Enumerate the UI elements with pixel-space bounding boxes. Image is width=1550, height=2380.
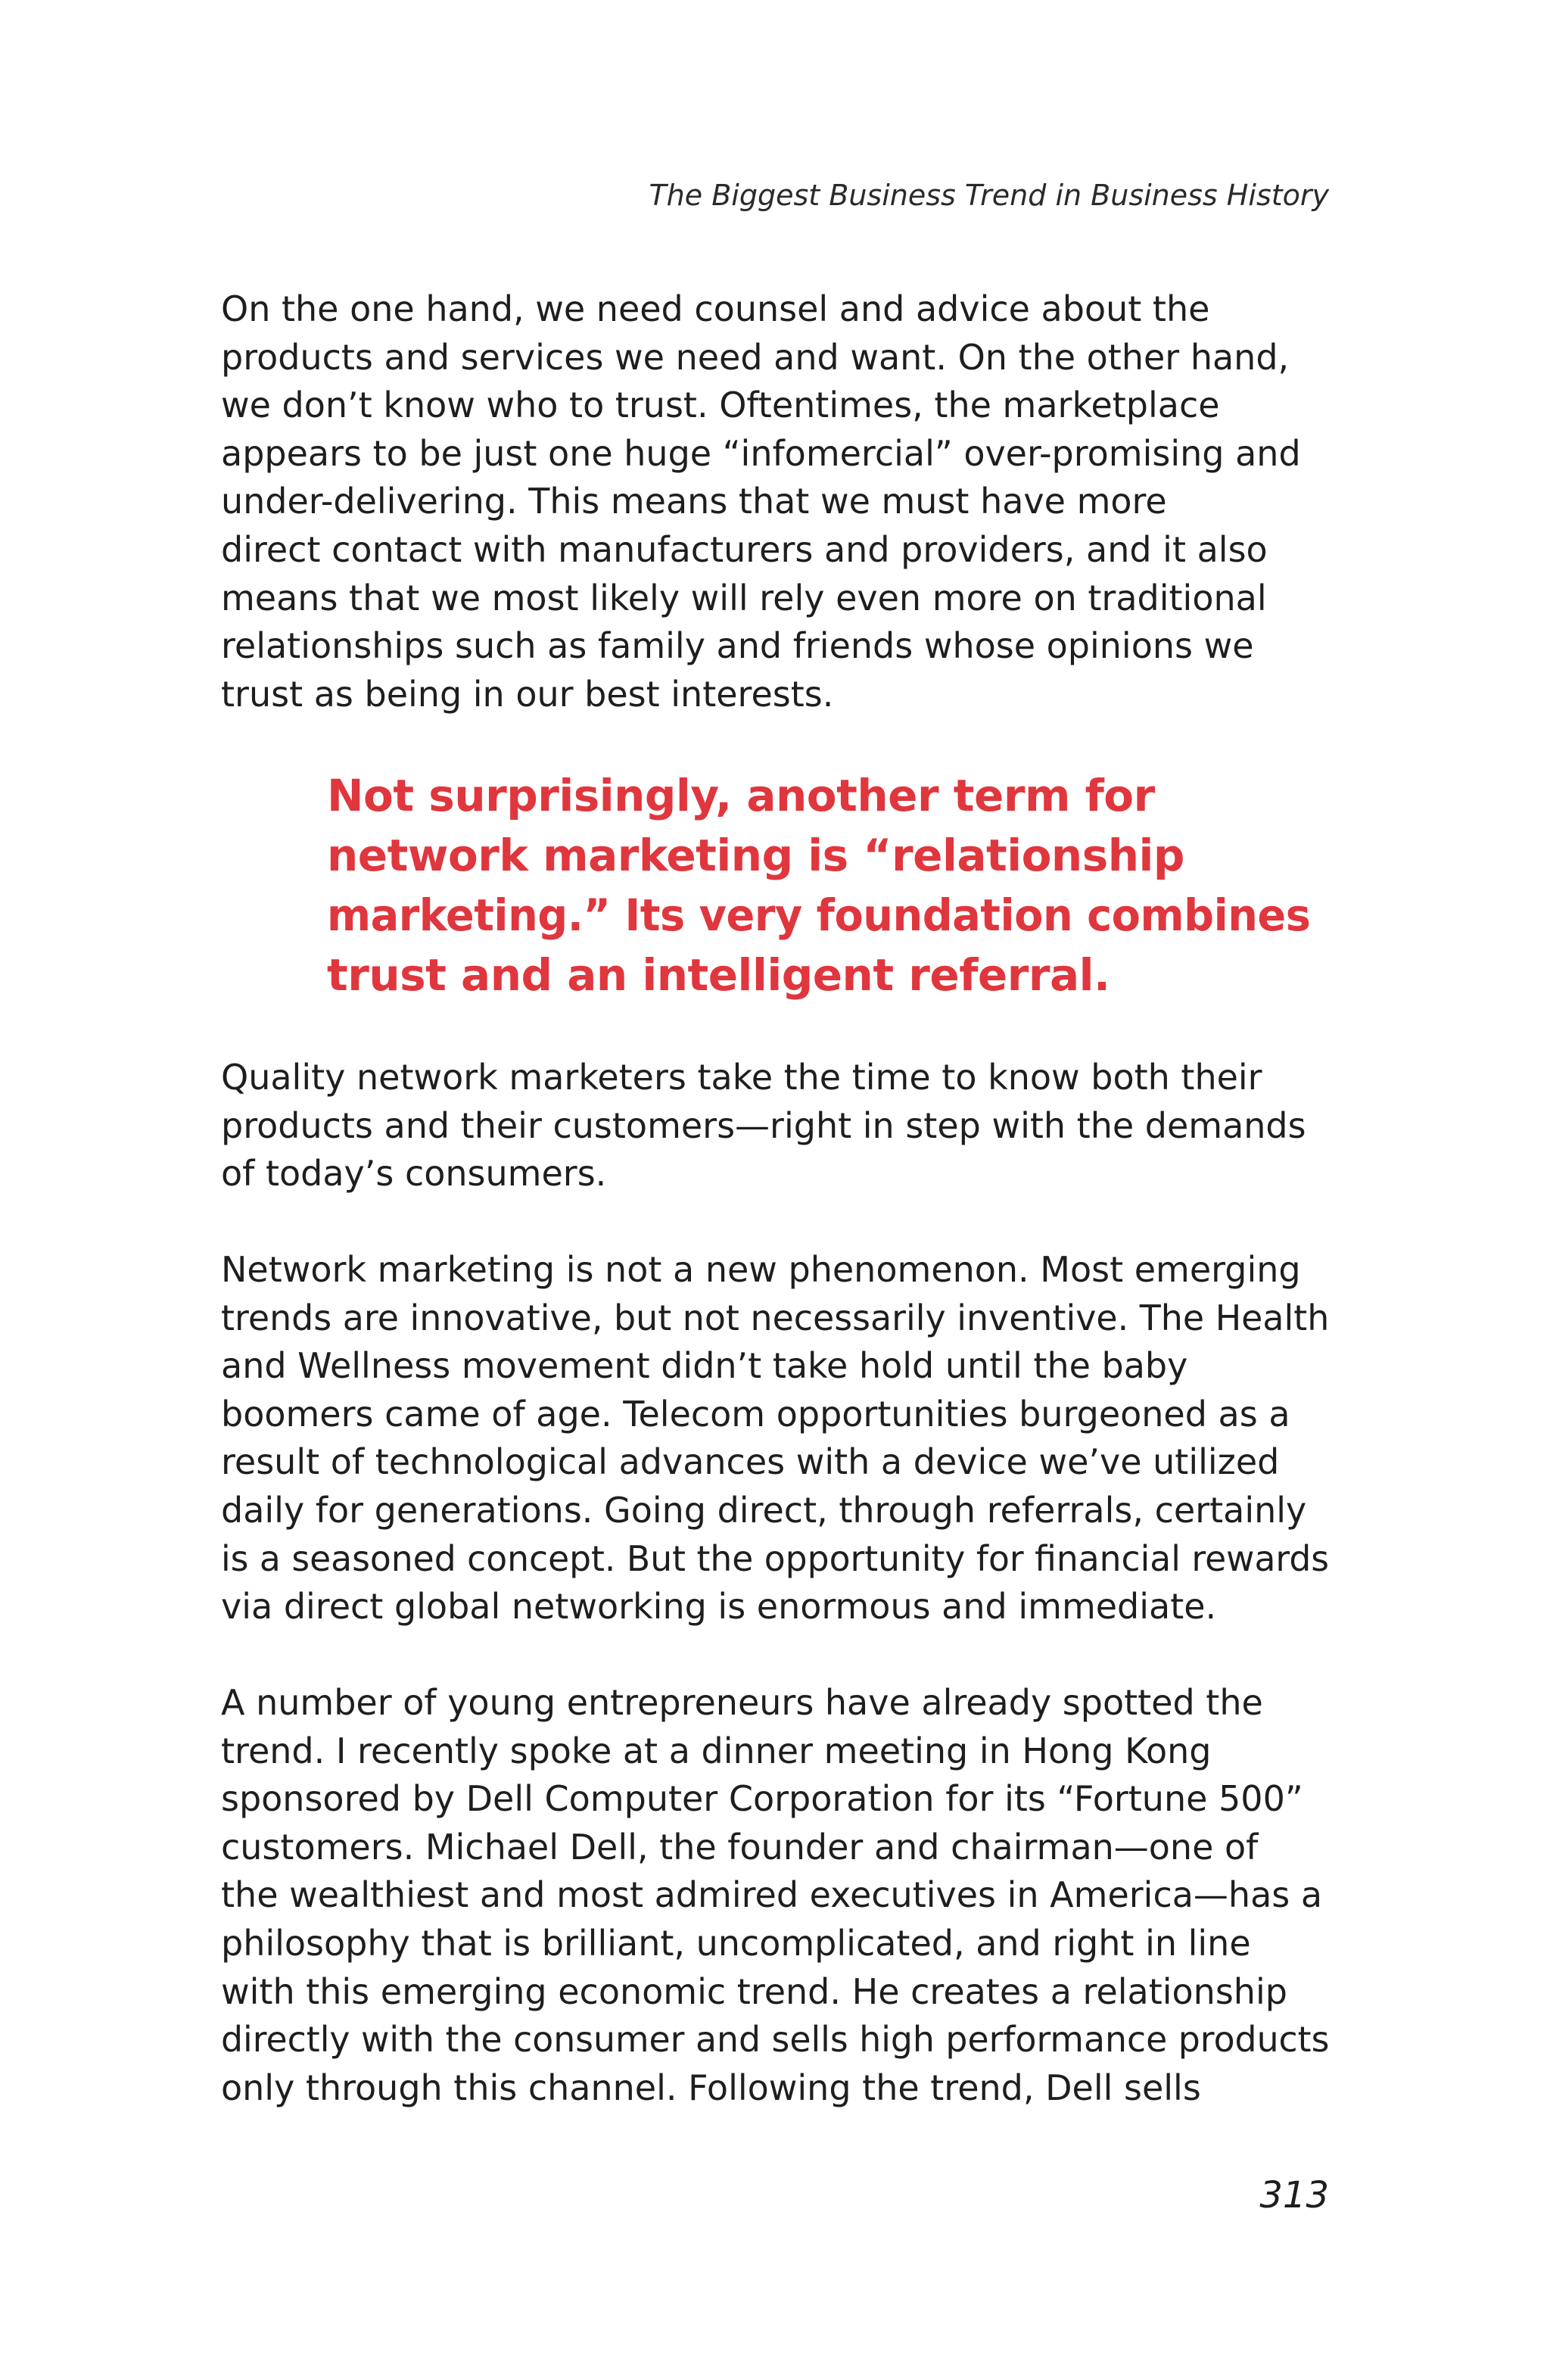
text-line: we don’t know who to trust. Oftentimes, the marketplace: [221, 385, 1220, 426]
text-line: trust as being in our best interests.: [221, 673, 834, 715]
pull-quote: [327, 766, 1341, 1005]
text-line: result of technological advances with a device we’ve utilized: [221, 1441, 1280, 1483]
text-line: via direct global networking is enormous and immediate.: [221, 1586, 1217, 1628]
pull-quote-line: Not surprisingly, another term for: [327, 770, 1155, 821]
paragraph-1: [221, 285, 1341, 718]
pull-quote-line: trust and an intelligent referral.: [327, 949, 1110, 1001]
text-line: Quality network marketers take the time to know both their: [221, 1057, 1262, 1098]
text-line: appears to be just one huge “infomercial” over-promising and: [221, 432, 1301, 474]
text-line: of today’s consumers.: [221, 1153, 607, 1195]
text-line: the wealthiest and most admired executives in America—has a: [221, 1874, 1323, 1916]
page-number: 313: [1259, 2174, 1329, 2216]
text-line: and Wellness movement didn’t take hold until the baby: [221, 1345, 1188, 1387]
text-line: products and their customers—right in step with the demands: [221, 1104, 1306, 1146]
text-line: Network marketing is not a new phenomenon. Most emerging: [221, 1249, 1301, 1290]
text-line: customers. Michael Dell, the founder and chairman—one of: [221, 1826, 1259, 1868]
pull-quote-line: network marketing is “relationship: [327, 830, 1184, 881]
text-line: relationships such as family and friends whose opinions we: [221, 625, 1254, 667]
text-line: with this emerging economic trend. He creates a relationship: [221, 1970, 1287, 2012]
text-line: means that we most likely will rely even more on traditional: [221, 577, 1267, 618]
text-line: A number of young entrepreneurs have already spotted the: [221, 1682, 1263, 1723]
text-line: only through this channel. Following the trend, Dell sells: [221, 2067, 1201, 2108]
text-line: philosophy that is brilliant, uncomplicated, and right in line: [221, 1922, 1251, 1964]
text-line: under-delivering. This means that we must have more: [221, 481, 1167, 522]
pull-quote-line: marketing.” Its very foundation combines: [327, 889, 1311, 941]
paragraph-4: [221, 1679, 1341, 2112]
text-line: is a seasoned concept. But the opportunity for financial rewards: [221, 1537, 1330, 1579]
text-line: products and services we need and want. On the other hand,: [221, 336, 1290, 378]
text-line: On the one hand, we need counsel and advice about the: [221, 288, 1210, 329]
text-line: trend. I recently spoke at a dinner meeting in Hong Kong: [221, 1730, 1212, 1771]
text-line: direct contact with manufacturers and providers, and it also: [221, 528, 1268, 570]
text-line: directly with the consumer and sells high performance products: [221, 2019, 1330, 2061]
text-line: boomers came of age. Telecom opportunities burgeoned as a: [221, 1393, 1290, 1435]
text-line: sponsored by Dell Computer Corporation for its “Fortune 500”: [221, 1778, 1303, 1820]
paragraph-2: [221, 1054, 1341, 1198]
running-head: The Biggest Business Trend in Business History: [649, 179, 1329, 212]
text-line: daily for generations. Going direct, through referrals, certainly: [221, 1489, 1307, 1531]
text-line: trends are innovative, but not necessarily inventive. The Health: [221, 1297, 1330, 1338]
paragraph-3: [221, 1246, 1341, 1631]
